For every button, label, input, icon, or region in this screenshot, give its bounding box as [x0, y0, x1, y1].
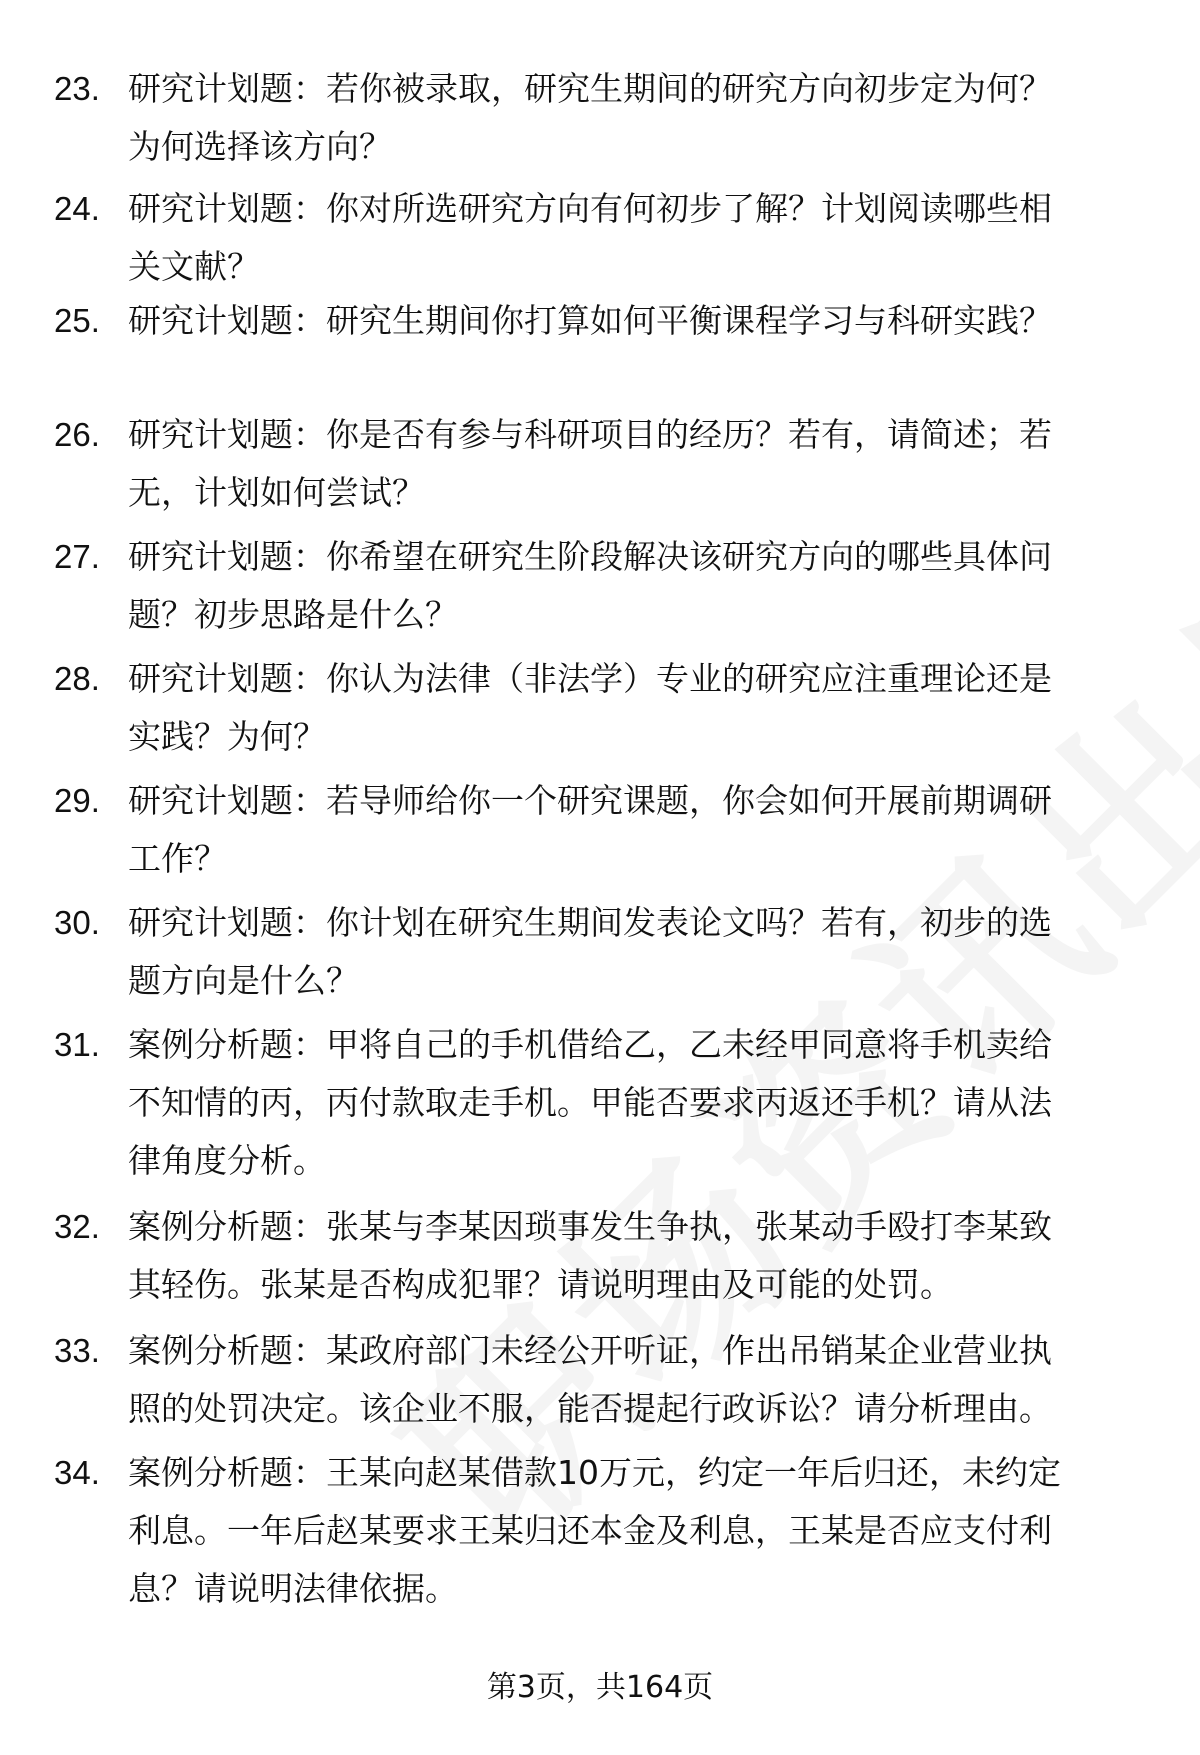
question-number: 25. [54, 302, 100, 339]
question-text: 研究计划题：你对所选研究方向有何初步了解？计划阅读哪些相 关文献？ [128, 189, 1052, 286]
question-number: 33. [54, 1332, 100, 1369]
question-number: 31. [54, 1026, 100, 1063]
question-text: 案例分析题：王某向赵某借款10万元，约定一年后归还，未约定 利息。一年后赵某要求王某归还本金及利息，王某是否应支付利 息？请说明法律依据。 [128, 1453, 1061, 1608]
question-number: 24. [54, 190, 100, 227]
page-footer: 第3页，共164页 [486, 1670, 714, 1705]
question-number: 28. [54, 660, 100, 697]
question-text: 研究计划题：你是否有参与科研项目的经历？若有，请简述；若 无，计划如何尝试？ [128, 415, 1052, 512]
question-text: 案例分析题：某政府部门未经公开听证，作出吊销某企业营业执 照的处罚决定。该企业不服，能否提起行政诉讼？请分析理由。 [128, 1331, 1052, 1428]
question-text: 案例分析题：甲将自己的手机借给乙，乙未经甲同意将手机卖给 不知情的丙，丙付款取走手机。甲能否要求丙返还手机？请从法 律角度分析。 [128, 1025, 1052, 1180]
question-text: 研究计划题：若导师给你一个研究课题，你会如何开展前期调研 工作？ [128, 781, 1052, 878]
question-number: 26. [54, 416, 100, 453]
question-text: 研究计划题：研究生期间你打算如何平衡课程学习与科研实践？ [128, 301, 1052, 340]
question-number: 30. [54, 904, 100, 941]
question-number: 32. [54, 1208, 100, 1245]
question-number: 27. [54, 538, 100, 575]
question-text: 研究计划题：若你被录取，研究生期间的研究方向初步定为何？ 为何选择该方向？ [128, 69, 1052, 166]
question-text: 研究计划题：你计划在研究生期间发表论文吗？若有，初步的选 题方向是什么？ [128, 903, 1052, 1000]
question-text: 研究计划题：你认为法律（非法学）专业的研究应注重理论还是 实践？为何？ [128, 659, 1052, 756]
question-number: 29. [54, 782, 100, 819]
question-number: 34. [54, 1454, 100, 1491]
question-number: 23. [54, 70, 100, 107]
question-text: 案例分析题：张某与李某因琐事发生争执，张某动手殴打李某致 其轻伤。张某是否构成犯罪？请说明理由及可能的处罚。 [128, 1207, 1052, 1304]
question-text: 研究计划题：你希望在研究生阶段解决该研究方向的哪些具体问 题？初步思路是什么？ [128, 537, 1052, 634]
